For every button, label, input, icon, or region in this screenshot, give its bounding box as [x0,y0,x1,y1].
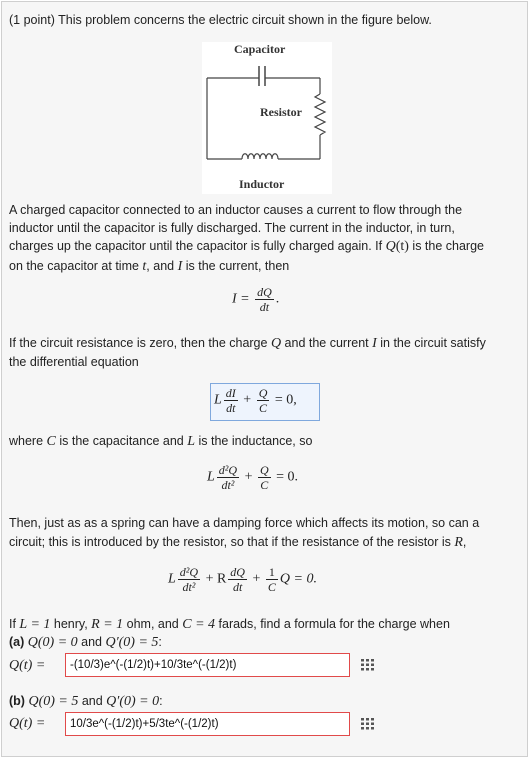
resistor-symbol [315,94,325,135]
capacitor-label: Capacitor [234,42,286,56]
equation-lc: L $\frac{dI}{dt}$ + $\frac{Q}{C}$ = 0, [214,386,297,415]
equation-rlc: L $\frac{\text{d²Q}}{\text{dt²}}$ + R $\frac{dQ}{dt}$ + $\frac{1}{C}$ Q = 0. [168,565,317,594]
circuit-diagram [202,42,332,176]
para4-line2: circuit; this is introduced by the resistor, so that if the resistance of the resistor is R, [9,535,467,550]
inductor-symbol [242,154,278,159]
grid-icon [361,659,375,671]
equation-editor-button-a[interactable] [356,654,380,676]
part-a-conditions: (a) Q(0) = 0 and Q′(0) = 5: [9,635,162,650]
para2-line2: the differential equation [9,355,139,369]
equation-current: I = $\frac{dQ}{dt}$ . [232,285,280,314]
answer-b-input[interactable]: 10/3e^(-(1/2)t)+5/3te^(-(1/2)t) [65,712,350,736]
para1-line2: inductor until the capacitor is fully discharged. The current in the inductor, in turn, [9,221,455,235]
given-values: If L = 1 henry, R = 1 ohm, and C = 4 farads, find a formula for the charge when [9,617,450,632]
part-b-conditions: (b) Q(0) = 5 and Q′(0) = 0: [9,694,163,709]
para3: where C is the capacitance and L is the inductance, so [9,434,313,449]
para1-line4: on the capacitor at time t, and I is the current, then [9,259,290,274]
para1-line1: A charged capacitor connected to an inductor causes a current to flow through the [9,203,463,217]
para2-line1: If the circuit resistance is zero, then the charge Q and the current I in the circuit satisfy [9,336,486,351]
problem-card [1,1,528,757]
para4-line1: Then, just as as a spring can have a damping force which affects its motion, so can a [9,516,480,530]
part-a-qt-label: Q(t) = [9,658,46,673]
circuit-figure [202,42,332,194]
part-b-qt-label: Q(t) = [9,716,46,731]
resistor-label: Resistor [260,105,302,119]
para1-line3: charges up the capacitor until the capacitor is fully charged again. If Q(t) is the charge [9,239,484,254]
answer-a-input[interactable]: -(10/3)e^(-(1/2)t)+10/3te^(-(1/2)t) [65,653,350,677]
problem-intro: (1 point) This problem concerns the electric circuit shown in the figure below. [9,13,432,27]
grid-icon [361,718,375,730]
inductor-label: Inductor [239,177,285,191]
equation-lc-second-order: L $\frac{\text{d²Q}}{\text{dt²}}$ + $\frac{Q}{C}$ = 0. [207,463,299,492]
equation-editor-button-b[interactable] [356,713,380,735]
